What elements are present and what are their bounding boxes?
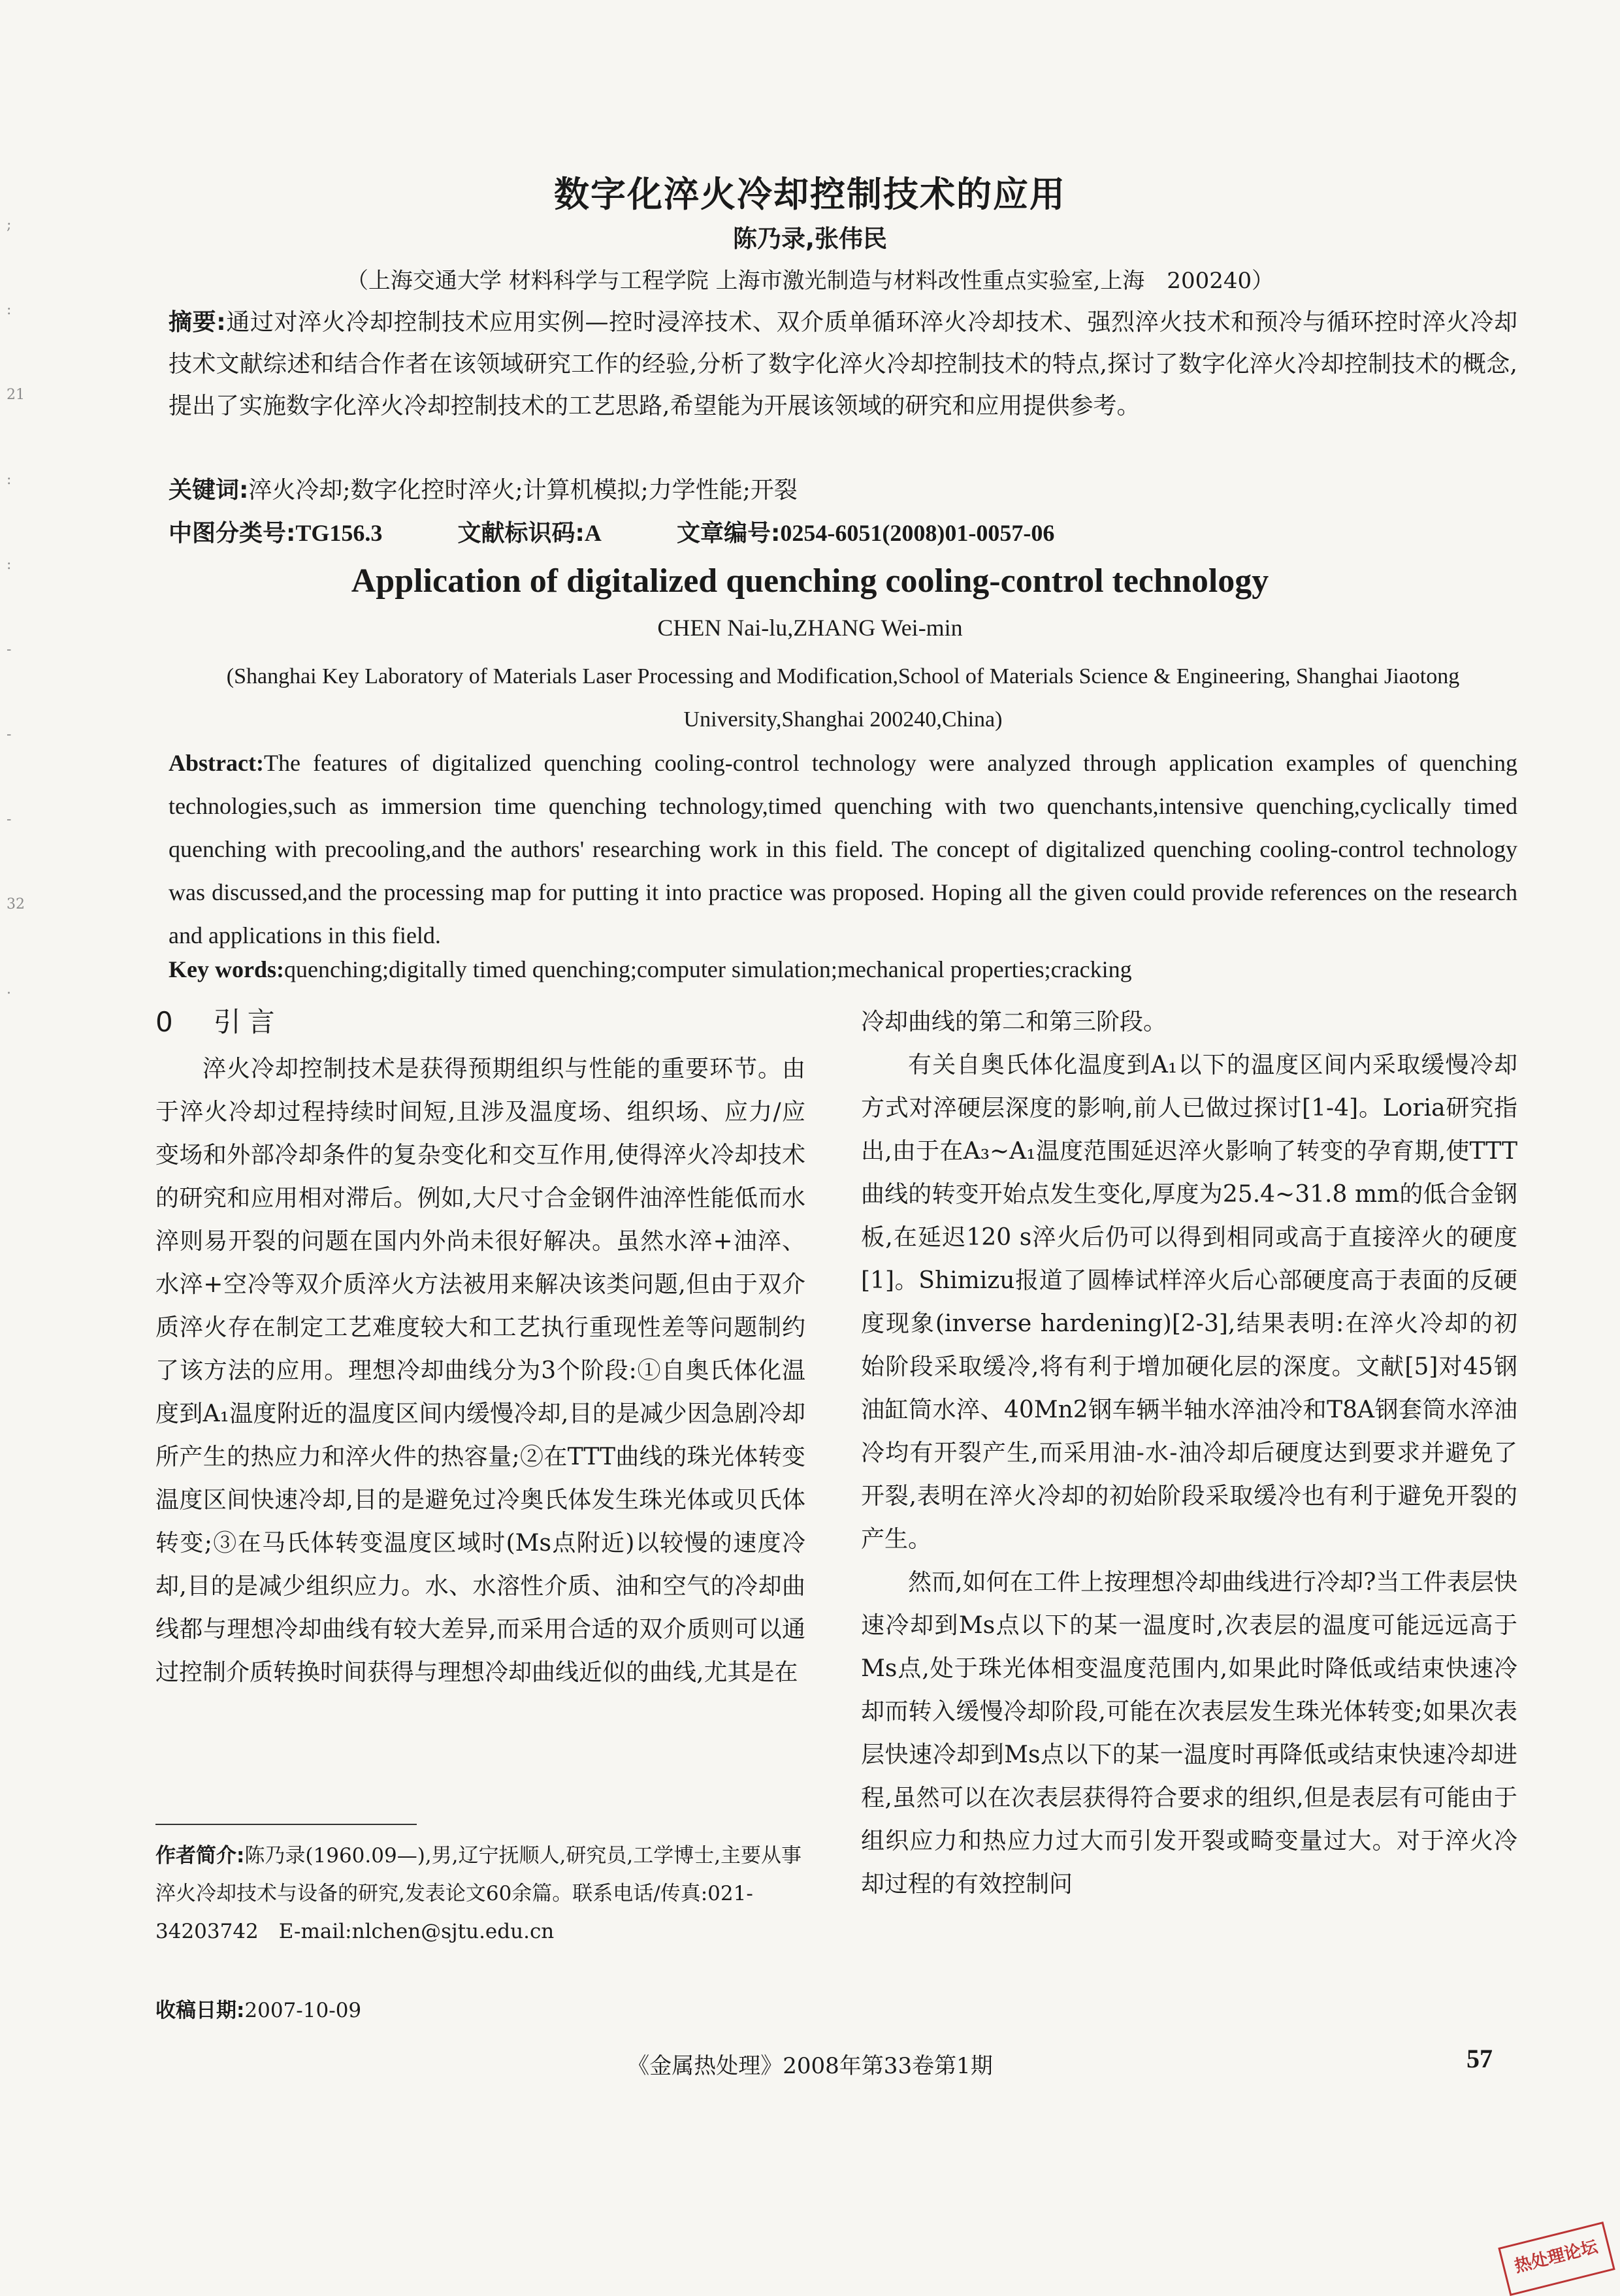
paper-title-cn: 数字化淬火冷却控制技术的应用	[554, 174, 1066, 215]
abstract-cn-text: 通过对淬火冷却控制技术应用实例—控时浸淬技术、双介质单循环淬火冷却技术、强烈淬火技术和预冷与循环控时淬火冷却技术文献综述和结合作者在该领域研究工作的经验,分析了数字化淬火冷却控制技术的特点,探讨了数字化淬火冷却控制技术的概念,提出了实施数字化淬火冷却控制技术的工艺思路,希望能为开展该领域的研究和应用提供参考。	[169, 309, 1517, 419]
received-date	[155, 1994, 361, 2023]
section-heading-introduction: 0 引言	[155, 1006, 282, 1038]
keywords-en-label: Key words:	[169, 956, 284, 982]
article-number-label: 文章编号:	[677, 520, 781, 547]
received-label: 收稿日期:	[155, 1999, 245, 2022]
abstract-en	[169, 741, 1517, 957]
intro-paragraph-1-continued: 冷却曲线的第二和第三阶段。	[861, 1009, 1167, 1035]
doc-code-label: 文献标识码:	[457, 520, 585, 547]
authors-en: CHEN Nai-lu,ZHANG Wei-min	[657, 615, 963, 641]
body-column-left	[155, 1001, 805, 1694]
keywords-cn-label: 关键词:	[169, 477, 249, 504]
author-note-text: 陈乃录(1960.09—),男,辽宁抚顺人,研究员,工学博士,主要从事淬火冷却技术与设备的研究,发表论文60余篇。联系电话/传真:021-34203742 E-mail:nlchen@sjtu.edu.cn	[155, 1844, 802, 1943]
author-note-label: 作者简介:	[155, 1844, 245, 1868]
abstract-en-label: Abstract:	[169, 750, 264, 776]
abstract-en-text: The features of digitalized quenching cooling-control technology were analyzed through application examples of quenching technologies,such as immersion time quenching technology,timed quenching with two quenchants,intensive quenching,cyclically timed quenching with precooling,and the authors' researching work in this field. The concept of digitalized quenching cooling-control technology was discussed,and the processing map for putting it into practice was proposed. Hoping all the given could provide references on the research and applications in this field.	[169, 750, 1517, 948]
author-note	[155, 1837, 805, 1950]
body-column-right	[861, 1001, 1517, 1906]
intro-paragraph-3: 然而,如何在工件上按理想冷却曲线进行冷却?当工件表层快速冷却到Ms点以下的某一温度时,次表层的温度可能远远高于Ms点,处于珠光体相变温度范围内,如果此时降低或结束快速冷却而转入缓慢冷却阶段,可能在次表层发生珠光体转变;如果次表层快速冷却到Ms点以下的某一温度时再降低或结束快速冷却进程,虽然可以在次表层获得符合要求的组织,但是表层有可能由于组织应力和热应力过大而引发开裂或畸变量过大。对于淬火冷却过程的有效控制问	[861, 1569, 1517, 1898]
classification-row	[169, 515, 1054, 548]
affiliation-en: (Shanghai Key Laboratory of Materials Laser Processing and Modification,School of Materials Science & Engineering, Shanghai Jiaotong University,Shanghai 200240,China)	[226, 664, 1460, 732]
authors-cn: 陈乃录,张伟民	[732, 225, 888, 253]
article-number-value: 0254-6051(2008)01-0057-06	[780, 520, 1055, 546]
keywords-en	[169, 956, 1132, 983]
paper-title-en: Application of digitalized quenching cooling-control technology	[351, 562, 1269, 600]
journal-footer: 《金属热处理》2008年第33卷第1期	[627, 2053, 993, 2079]
scan-margin-marks: ; : 21 : : - - - 32 .	[7, 217, 25, 997]
keywords-cn	[169, 472, 798, 505]
footnote-divider	[155, 1824, 417, 1825]
abstract-cn	[169, 302, 1517, 427]
clc-label: 中图分类号:	[169, 520, 296, 547]
keywords-cn-text: 淬火冷却;数字化控时淬火;计算机模拟;力学性能;开裂	[248, 477, 798, 504]
intro-paragraph-2: 有关自奥氏体化温度到A₁以下的温度区间内采取缓慢冷却方式对淬硬层深度的影响,前人已做过探讨[1-4]。Loria研究指出,由于在A₃~A₁温度范围延迟淬火影响了转变的孕育期,使TTT曲线的转变开始点发生变化,厚度为25.4~31.8 mm的低合金钢板,在延迟120 s淬火后仍可以得到相同或高于直接淬火的硬度[1]。Shimizu报道了圆棒试样淬火后心部硬度高于表面的反硬度现象(inverse hardening)[2-3],结果表明:在淬火冷却的初始阶段采取缓冷,将有利于增加硬化层的深度。文献[5]对45钢油缸筒水淬、40Mn2钢车辆半轴水淬油冷和T8A钢套筒水淬油冷均有开裂产生,而采用油-水-油冷却后硬度达到要求并避免了开裂,表明在淬火冷却的初始阶段采取缓冷也有利于避免开裂的产生。	[861, 1052, 1517, 1553]
page-number: 57	[1466, 2044, 1493, 2073]
abstract-cn-label: 摘要:	[169, 309, 226, 336]
forum-watermark-stamp: 热处理论坛	[1498, 2222, 1615, 2296]
doc-code-value: A	[584, 520, 602, 546]
clc-value: TG156.3	[295, 520, 383, 546]
keywords-en-text: quenching;digitally timed quenching;computer simulation;mechanical properties;cracking	[284, 956, 1132, 982]
intro-paragraph-1: 淬火冷却控制技术是获得预期组织与性能的重要环节。由于淬火冷却过程持续时间短,且涉及温度场、组织场、应力/应变场和外部冷却条件的复杂变化和交互作用,使得淬火冷却技术的研究和应用相对滞后。例如,大尺寸合金钢件油淬性能低而水淬则易开裂的问题在国内外尚未很好解决。虽然水淬+油淬、水淬+空冷等双介质淬火方法被用来解决该类问题,但由于双介质淬火存在制定工艺难度较大和工艺执行重现性差等问题制约了该方法的应用。理想冷却曲线分为3个阶段:①自奥氏体化温度到A₁温度附近的温度区间内缓慢冷却,目的是减少因急剧冷却所产生的热应力和淬火件的热容量;②在TTT曲线的珠光体转变温度区间快速冷却,目的是避免过冷奥氏体发生珠光体或贝氏体转变;③在马氏体转变温度区域时(Ms点附近)以较慢的速度冷却,目的是减少组织应力。水、水溶性介质、油和空气的冷却曲线都与理想冷却曲线有较大差异,而采用合适的双介质则可以通过控制介质转换时间获得与理想冷却曲线近似的曲线,尤其是在	[155, 1056, 805, 1686]
affiliation-cn: （上海交通大学 材料科学与工程学院 上海市激光制造与材料改性重点实验室,上海 200240）	[346, 268, 1274, 294]
received-value: 2007-10-09	[244, 1999, 362, 2022]
